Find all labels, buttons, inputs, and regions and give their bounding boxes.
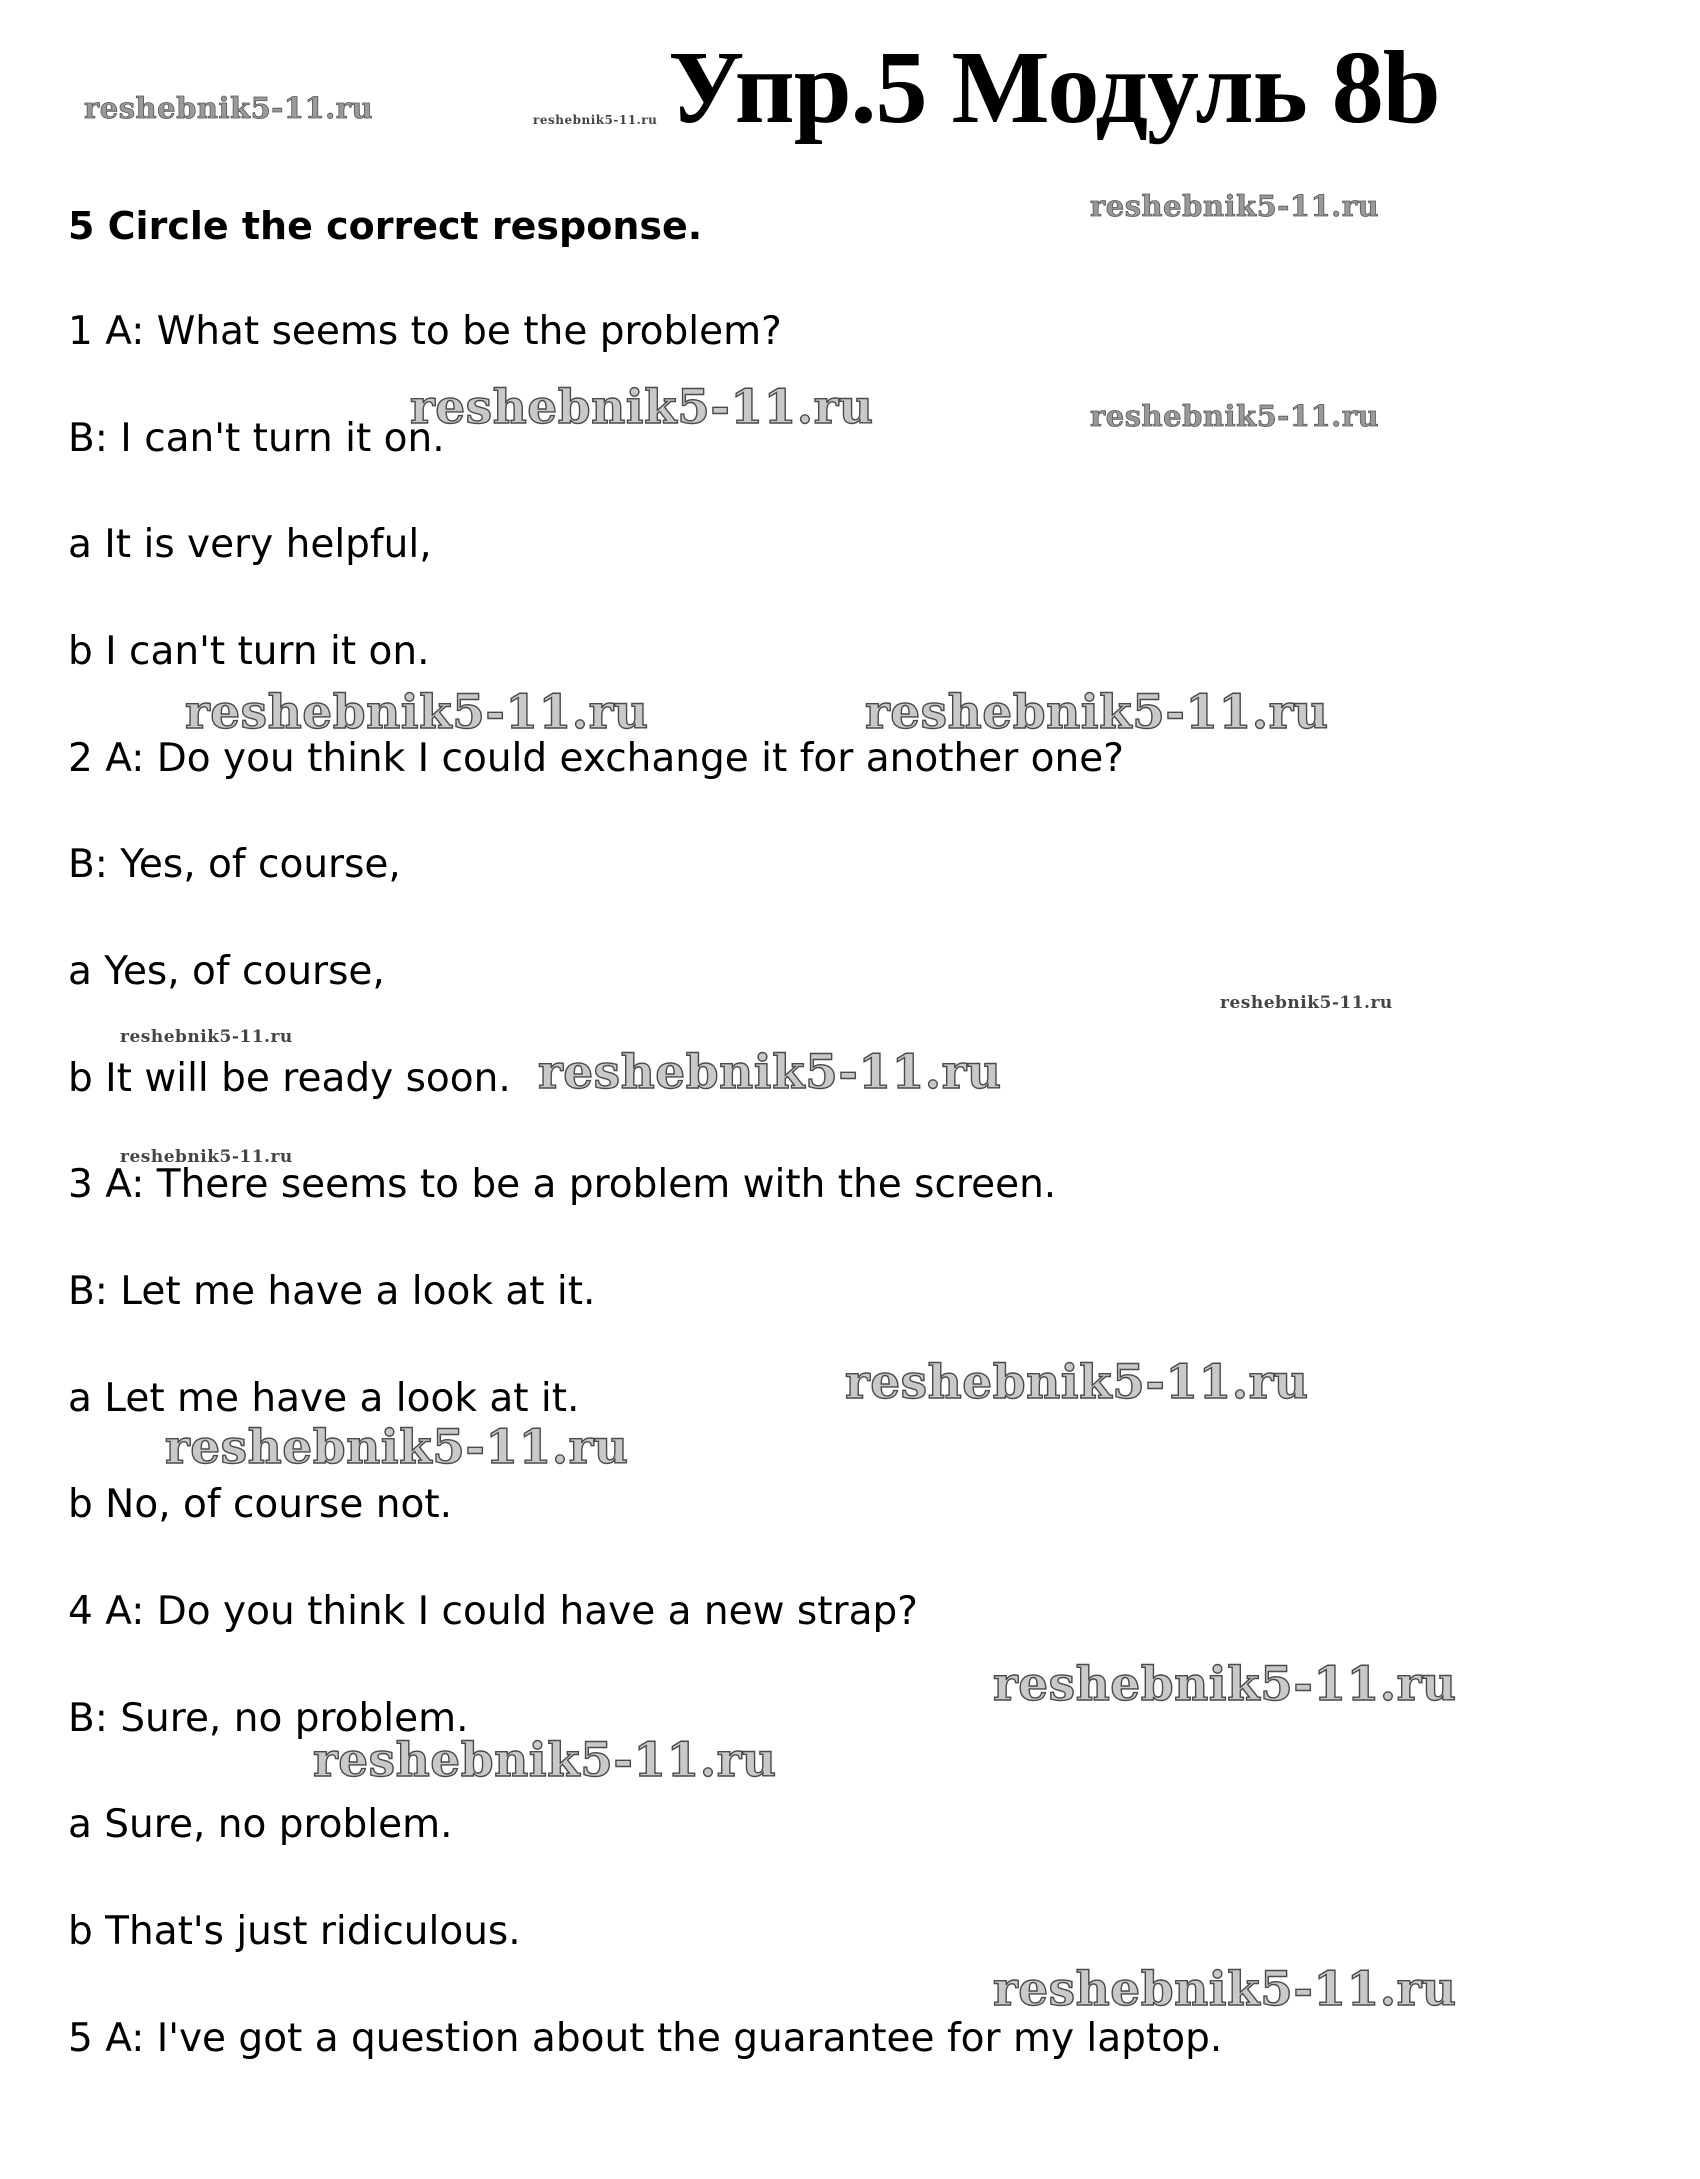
watermark: reshebnik5-11.ru bbox=[1090, 399, 1380, 433]
watermark: reshebnik5-11.ru bbox=[120, 1147, 293, 1167]
watermark: reshebnik5-11.ru bbox=[165, 1420, 629, 1475]
watermark: reshebnik5-11.ru bbox=[845, 1355, 1309, 1410]
q3-b-line: B: Let me have a look at it. bbox=[68, 1269, 596, 1314]
q2-option-b[interactable]: b It will be ready soon. bbox=[68, 1056, 511, 1101]
q2-a-line: 2 A: Do you think I could exchange it for another one? bbox=[68, 736, 1124, 781]
q2-option-a[interactable]: a Yes, of course, bbox=[68, 949, 385, 994]
q4-b-line: B: Sure, no problem. bbox=[68, 1696, 469, 1741]
watermark: reshebnik5-11.ru bbox=[185, 685, 649, 740]
exercise-heading: 5 Circle the correct response. bbox=[68, 204, 703, 248]
q1-b-line: B: I can't turn it on. bbox=[68, 416, 445, 461]
q4-option-a[interactable]: a Sure, no problem. bbox=[68, 1802, 453, 1847]
watermark: reshebnik5-11.ru bbox=[120, 1027, 293, 1047]
q4-a-line: 4 A: Do you think I could have a new strap? bbox=[68, 1589, 918, 1634]
watermark: reshebnik5-11.ru bbox=[865, 685, 1329, 740]
watermark: reshebnik5-11.ru bbox=[533, 113, 658, 127]
q3-option-b[interactable]: b No, of course not. bbox=[68, 1482, 453, 1527]
watermark: reshebnik5-11.ru bbox=[84, 91, 374, 125]
q4-option-b[interactable]: b That's just ridiculous. bbox=[68, 1909, 521, 1954]
q5-a-line: 5 A: I've got a question about the guarantee for my laptop. bbox=[68, 2016, 1223, 2061]
watermark: reshebnik5-11.ru bbox=[1090, 189, 1380, 223]
q1-option-b[interactable]: b I can't turn it on. bbox=[68, 629, 430, 674]
q3-option-a[interactable]: a Let me have a look at it. bbox=[68, 1376, 580, 1421]
page-title: Упр.5 Модуль 8b bbox=[668, 30, 1440, 145]
watermark: reshebnik5-11.ru bbox=[993, 1657, 1457, 1712]
q1-a-line: 1 A: What seems to be the problem? bbox=[68, 309, 782, 354]
watermark: reshebnik5-11.ru bbox=[538, 1045, 1002, 1100]
q2-b-line: B: Yes, of course, bbox=[68, 842, 401, 887]
watermark: reshebnik5-11.ru bbox=[1220, 993, 1393, 1013]
q1-option-a[interactable]: a It is very helpful, bbox=[68, 522, 432, 567]
watermark: reshebnik5-11.ru bbox=[313, 1733, 777, 1788]
watermark: reshebnik5-11.ru bbox=[993, 1962, 1457, 2017]
watermark: reshebnik5-11.ru bbox=[410, 380, 874, 435]
q3-a-line: 3 A: There seems to be a problem with the screen. bbox=[68, 1162, 1057, 1207]
